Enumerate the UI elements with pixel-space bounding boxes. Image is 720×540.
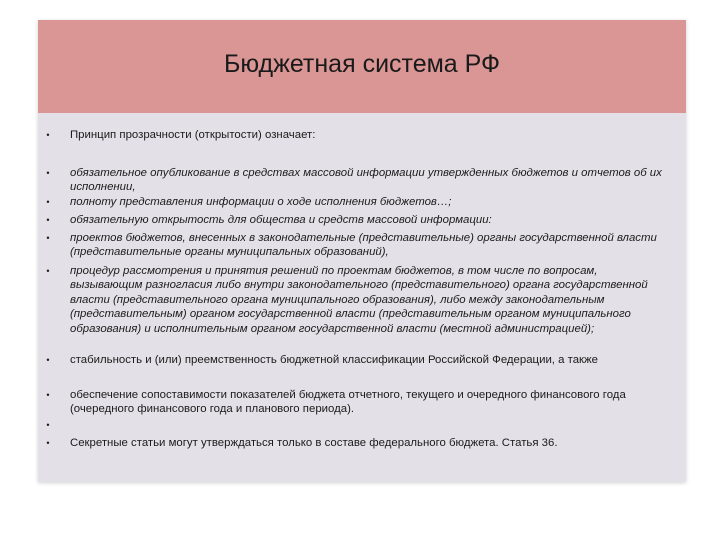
title-band	[38, 20, 686, 113]
bullet-text: обязательное опубликование в средствах массовой информации утвержденных бюджетов и отчетов об их исполнении,	[70, 167, 662, 194]
content-area	[38, 113, 686, 482]
bullet-icon: •	[46, 233, 50, 243]
bullet-icon: •	[46, 215, 50, 225]
bullet-text: процедур рассмотрения и принятия решений по проектам бюджетов, в том числе по вопросам, вызывающим разногласия либо внутри законодательного (представительного) органа государственной власти (представительного органа муниципального образования), либо между законодательным (представительным) органом государственной власти (представительным органом муниципального образования) и исполнительным органом государственной власти (местной администрацией);	[70, 265, 648, 335]
slide-title: Бюджетная система РФ	[223, 50, 501, 78]
bullet-text: обязательную открытость для общества и средств массовой информации:	[70, 214, 492, 226]
bullet-text: стабильность и (или) преемственность бюджетной классификации Российской Федерации, а также	[70, 354, 599, 366]
bullet-icon: •	[46, 130, 50, 140]
bullet-icon: •	[46, 168, 50, 178]
bullet-icon: •	[46, 266, 50, 276]
bullet-icon: •	[46, 390, 50, 400]
bullet-text: Секретные статьи могут утверждаться только в составе федерального бюджета. Статья 36.	[70, 437, 558, 449]
bullet-text: Принцип прозрачности (открытости) означает:	[70, 129, 316, 141]
bullet-icon: •	[46, 420, 50, 430]
bullet-icon: •	[46, 197, 50, 207]
bullet-text: проектов бюджетов, внесенных в законодательные (представительные) органы государственной власти (представительные органы муниципальных образований),	[70, 232, 657, 259]
bullet-text: полноту представления информации о ходе исполнения бюджетов…;	[70, 196, 452, 208]
bullet-icon: •	[46, 438, 50, 448]
bullet-text: обеспечение сопоставимости показателей бюджета отчетного, текущего и очередного финансового года (очередного финансового года и планового периода).	[70, 389, 626, 416]
bullet-icon: •	[46, 355, 50, 365]
